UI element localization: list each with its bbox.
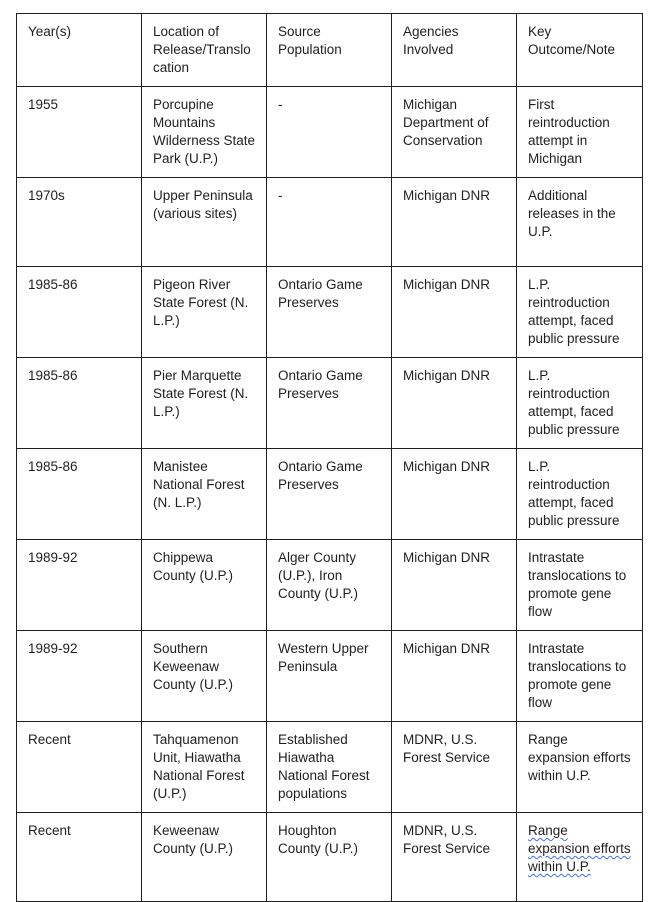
table-row — [17, 449, 643, 540]
cell-key-outcome: Intrastate translocations to promote gene flow — [517, 540, 643, 631]
cell-location: Chippewa County (U.P.) — [142, 540, 267, 631]
cell-years: 1989-92 — [17, 631, 142, 722]
cell-agencies: Michigan Department of Conservation — [392, 87, 517, 178]
cell-years: 1989-92 — [17, 540, 142, 631]
cell-key-outcome: Additional releases in the U.P. — [517, 178, 643, 267]
cell-location: Southern Keweenaw County (U.P.) — [142, 631, 267, 722]
cell-key-outcome: L.P. reintroduction attempt, faced public pressure — [517, 358, 643, 449]
cell-key-outcome: Range expansion efforts within U.P. — [517, 813, 643, 902]
cell-location: Keweenaw County (U.P.) — [142, 813, 267, 902]
cell-agencies: Michigan DNR — [392, 540, 517, 631]
cell-location: Tahquamenon Unit, Hiawatha National Forest (U.P.) — [142, 722, 267, 813]
cell-agencies: MDNR, U.S. Forest Service — [392, 813, 517, 902]
cell-years: Recent — [17, 813, 142, 902]
cell-location: Pigeon River State Forest (N. L.P.) — [142, 267, 267, 358]
cell-key-outcome: First reintroduction attempt in Michigan — [517, 87, 643, 178]
cell-key-outcome: L.P. reintroduction attempt, faced public pressure — [517, 267, 643, 358]
cell-agencies: Michigan DNR — [392, 267, 517, 358]
cell-agencies: Michigan DNR — [392, 631, 517, 722]
table-header-row — [17, 14, 643, 87]
table-row — [17, 358, 643, 449]
cell-key-outcome: Range expansion efforts within U.P. — [517, 722, 643, 813]
header-source-population: Source Population — [267, 14, 392, 87]
table-row — [17, 267, 643, 358]
cell-source-population: - — [267, 87, 392, 178]
cell-years: Recent — [17, 722, 142, 813]
header-location: Location of Release/Translocation — [142, 14, 267, 87]
cell-location: Manistee National Forest (N. L.P.) — [142, 449, 267, 540]
cell-source-population: Alger County (U.P.), Iron County (U.P.) — [267, 540, 392, 631]
cell-agencies: MDNR, U.S. Forest Service — [392, 722, 517, 813]
cell-years: 1985-86 — [17, 358, 142, 449]
cell-location: Pier Marquette State Forest (N. L.P.) — [142, 358, 267, 449]
cell-agencies: Michigan DNR — [392, 358, 517, 449]
cell-location: Upper Peninsula (various sites) — [142, 178, 267, 267]
table-row — [17, 87, 643, 178]
header-key-outcome: Key Outcome/Note — [517, 14, 643, 87]
cell-source-population: Western Upper Peninsula — [267, 631, 392, 722]
table-row — [17, 178, 643, 267]
cell-source-population: Ontario Game Preserves — [267, 449, 392, 540]
cell-source-population: Ontario Game Preserves — [267, 267, 392, 358]
reintroduction-table — [16, 13, 643, 902]
cell-source-population: Houghton County (U.P.) — [267, 813, 392, 902]
table-row — [17, 722, 643, 813]
cell-years: 1970s — [17, 178, 142, 267]
table-row — [17, 540, 643, 631]
table-row — [17, 813, 643, 902]
cell-agencies: Michigan DNR — [392, 178, 517, 267]
cell-location: Porcupine Mountains Wilderness State Park (U.P.) — [142, 87, 267, 178]
cell-source-population: Established Hiawatha National Forest populations — [267, 722, 392, 813]
header-years: Year(s) — [17, 14, 142, 87]
cell-key-outcome: Intrastate translocations to promote gene flow — [517, 631, 643, 722]
cell-years: 1955 — [17, 87, 142, 178]
cell-years: 1985-86 — [17, 449, 142, 540]
cell-agencies: Michigan DNR — [392, 449, 517, 540]
table-row — [17, 631, 643, 722]
cell-source-population: - — [267, 178, 392, 267]
cell-years: 1985-86 — [17, 267, 142, 358]
header-agencies: Agencies Involved — [392, 14, 517, 87]
cell-key-outcome: L.P. reintroduction attempt, faced public pressure — [517, 449, 643, 540]
cell-source-population: Ontario Game Preserves — [267, 358, 392, 449]
